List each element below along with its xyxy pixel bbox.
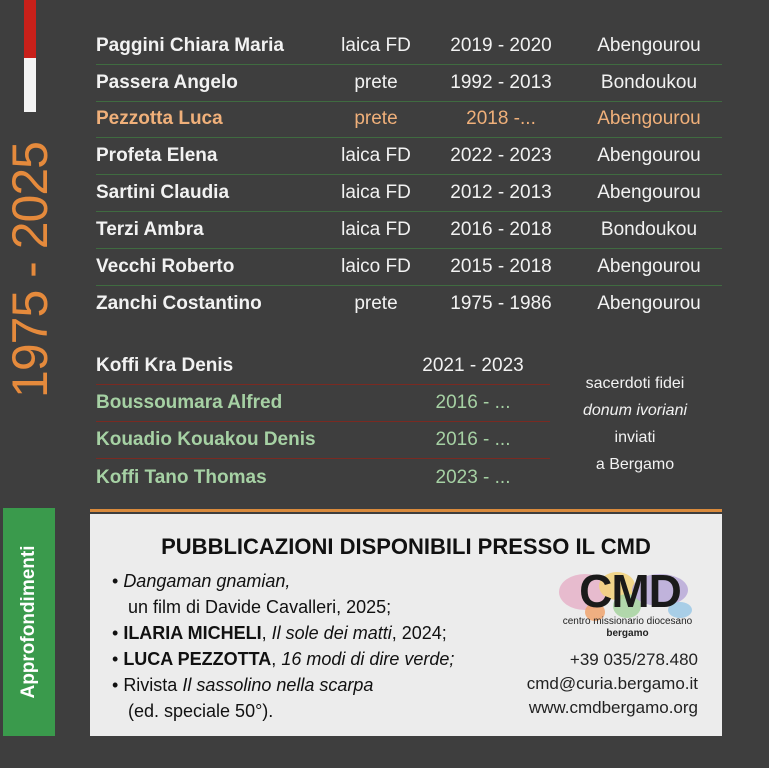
note-line: donum ivoriani [582,402,688,419]
priest-years: 2021 - 2023 [422,355,524,376]
priest-name: Kouadio Kouakou Denis [96,429,316,450]
table-row [96,212,722,249]
table-row [96,286,722,323]
publications-title: PUBBLICAZIONI DISPONIBILI PRESSO IL CMD [161,534,651,559]
priest-name: Koffi Kra Denis [96,355,234,376]
flag-red-bar [24,0,36,58]
missionary-years: 2018 -... [466,108,536,130]
missionary-role: prete [354,71,398,93]
priest-row [96,385,550,422]
missionary-role: laica FD [341,34,411,56]
missionary-place: Bondoukou [600,71,698,93]
year-range-text: 1975 - 2025 [2,142,58,398]
missionary-role: prete [354,108,398,130]
cmd-logo [555,564,700,644]
note-line: a Bergamo [595,456,675,473]
missionary-role: prete [354,292,398,314]
missionary-years: 2016 - 2018 [450,218,552,240]
priests-table [96,348,550,496]
approfondimenti-label: Approfondimenti [18,545,39,699]
missionary-place: Abengourou [597,108,701,130]
item-subtitle: un film di Davide Cavalleri, 2025; [128,597,392,617]
missionary-name: Sartini Claudia [96,182,230,204]
missionary-role: laica FD [341,145,411,167]
missionary-years: 2012 - 2013 [450,182,552,204]
missionary-years: 2022 - 2023 [450,145,552,167]
table-row [96,249,722,286]
table-row [96,175,722,212]
missionary-name: Pezzotta Luca [96,108,223,130]
list-item: • ILARIA MICHELI, Il sole dei matti, 2024; [112,623,447,643]
missionary-name: Paggini Chiara Maria [96,34,284,56]
divider-line [90,509,722,512]
item-year: , 2024; [391,623,447,643]
item-prefix: Rivista [123,675,183,695]
missionary-name: Profeta Elena [96,145,218,167]
missionary-role: laico FD [341,255,411,277]
item-subtitle: (ed. speciale 50°). [128,701,274,721]
priest-name: Boussoumara Alfred [96,392,283,413]
contacts [527,648,698,720]
missionary-name: Passera Angelo [96,71,238,93]
item-title: 16 modi di dire verde; [281,649,455,669]
note-line: sacerdoti fidei [585,375,685,392]
priest-years: 2023 - ... [435,466,511,488]
flag-white-bar [24,58,36,112]
priests-note [560,370,710,478]
approfondimenti-tab [3,508,55,736]
item-author: LUCA PEZZOTTA [123,649,272,669]
missionary-name: Zanchi Costantino [96,292,262,314]
table-row [96,65,722,102]
item-title: Il sole dei matti [271,623,392,643]
missionary-name: Terzi Ambra [96,218,204,240]
missionaries-table [96,28,722,322]
list-item: • Dangaman gnamian, [112,571,291,591]
missionary-place: Abengourou [597,292,701,314]
missionary-place: Abengourou [597,34,701,56]
year-range-vertical [0,130,60,410]
item-title: Dangaman gnamian, [123,571,291,591]
publications-list [112,568,512,724]
priest-years: 2016 - ... [435,392,511,413]
table-row [96,28,722,65]
missionary-years: 2015 - 2018 [450,255,552,277]
list-item: • LUCA PEZZOTTA, 16 modi di dire verde; [112,649,455,669]
logo-subtitle: centro missionario diocesano [562,616,693,627]
missionary-place: Abengourou [597,255,701,277]
phone-text: +39 035/278.480 [569,650,698,669]
email-text: cmd@curia.bergamo.it [526,674,698,693]
logo-text: CMD [579,565,681,617]
missionary-role: laica FD [341,218,411,240]
missionary-place: Bondoukou [600,218,698,240]
priest-row [96,348,550,385]
note-line: inviati [614,429,656,446]
missionary-name: Vecchi Roberto [96,255,235,277]
table-row-highlighted [96,102,722,139]
priest-row [96,459,550,496]
item-title: Il sassolino nella scarpa [182,675,374,695]
missionary-years: 1992 - 2013 [450,71,552,93]
missionary-years: 2019 - 2020 [450,34,552,56]
priest-name: Koffi Tano Thomas [96,466,267,488]
website-text: www.cmdbergamo.org [528,698,698,717]
missionary-place: Abengourou [597,145,701,167]
priest-years: 2016 - ... [435,429,511,450]
missionary-role: laica FD [341,182,411,204]
priest-row [96,422,550,459]
list-item: • Rivista Il sassolino nella scarpa [112,675,374,695]
logo-city: bergamo [606,628,649,639]
publications-box [90,514,722,736]
missionary-years: 1975 - 1986 [450,292,552,314]
table-row [96,138,722,175]
missionary-place: Abengourou [597,182,701,204]
item-author: ILARIA MICHELI [123,623,262,643]
